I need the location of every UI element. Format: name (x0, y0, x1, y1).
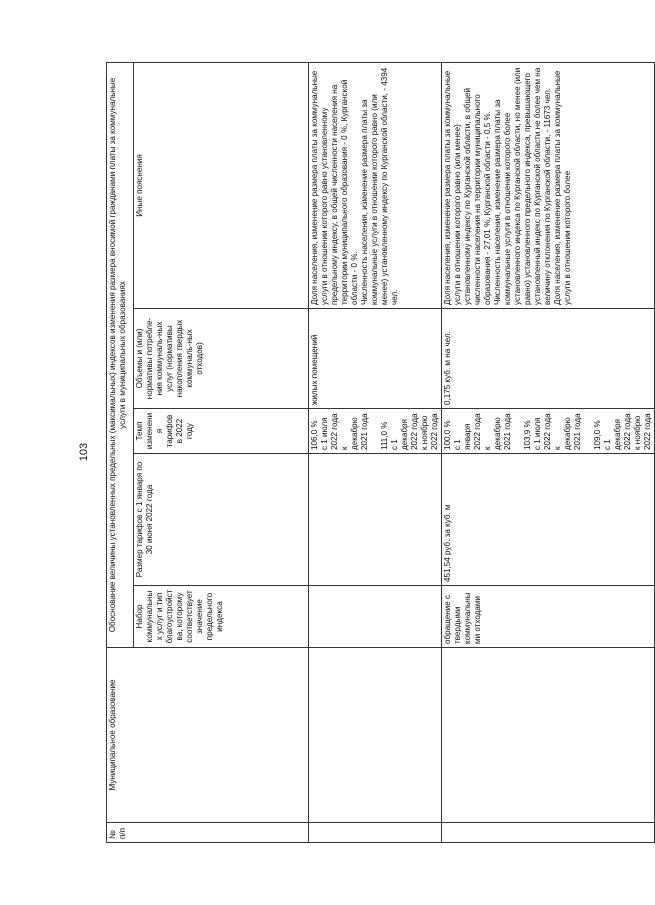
row1-tariff-rate: 106,0 % с 1 июля 2022 года к декабрю 2021 года 111,0 % с 1 декабря 2022 года к ноябрю 2022 года (309, 409, 442, 454)
header-tariff-size: Размер тарифов с 1 января по 30 июня 2022 года (134, 454, 309, 586)
row2-municipality (442, 648, 655, 823)
row1-num (309, 823, 442, 843)
justification-table (106, 62, 655, 843)
page-number: 103 (78, 442, 90, 462)
row1-volumes: жилых помещений (309, 309, 442, 409)
row2-other: Доля населения, изменение размера платы за коммунальные услуги в отношении которого равно (или менее) установленному индексу по Курганской области, в общей численности населения на территории муниципального образования - 27,01 %, Курганской области - 0,5 %. Численность населения, изменение размера платы за коммунальные услуги в отношении которого более установленного индекса по Курганской области, но менее (или равно) установленного предельного индекса, превышающего установленный индекс по Курганской области не более чем на величину отклонения по Курганской области, - 11673 чел. Доля населения, изменение размера платы за коммунальные услуги в отношении которого более (442, 63, 655, 309)
header-volumes: Объемы и (или) нормативы потребле-ния коммуналь-ных услуг (нормативы накопления твердых коммуналь-ных отходов) (134, 309, 309, 409)
row2-tariff-size: 451,54 руб. за куб. м (442, 454, 655, 586)
row1-municipality (309, 648, 442, 823)
row1-service-set (309, 586, 442, 648)
row2-num (442, 823, 655, 843)
row1-other: Доля населения, изменение размера платы за коммунальные услуги в отношении которого равно установленному предельному индексу, в общей численности населения на территории муниципального образования - 0 %, Курганской области - 0 %. Численность населения, изменение размера платы за коммунальные услуги в отношении которого равно (или менее) установленному индексу по Курганской области, - 4394 чел. (309, 63, 442, 309)
row2-tariff-rate: 100,0 % с 1 января 2022 года к декабрю 2021 года 103,9 % с 1 июля 2022 года к декабрю 2021 года 109,0 % с 1 декабря 2022 года к ноябрю 2022 года (442, 409, 655, 454)
header-municipality: Муниципальное образование (107, 648, 309, 823)
row1-tariff-size (309, 454, 442, 586)
row2-service-set: обращение с твердыми коммунальными отходами (442, 586, 655, 648)
header-other: Иные пояснения (134, 63, 309, 309)
rotated-table-container (106, 63, 652, 843)
row2-volumes: 0,175 куб. м на чел. (442, 309, 655, 409)
header-num: № п/п (107, 823, 309, 843)
header-service-set: Набор коммунальных услуг и тип благоустройства, которому соответствует значение предельного индекса (134, 586, 309, 648)
header-group-title: Обоснование величины установленных предельных (максимальных) индексов изменения размера вносимой гражданами платы за коммунальные услуги в муниципальных образованиях (107, 63, 134, 648)
header-tariff-rate: Темп изменения тарифов в 2022 году (134, 409, 309, 454)
